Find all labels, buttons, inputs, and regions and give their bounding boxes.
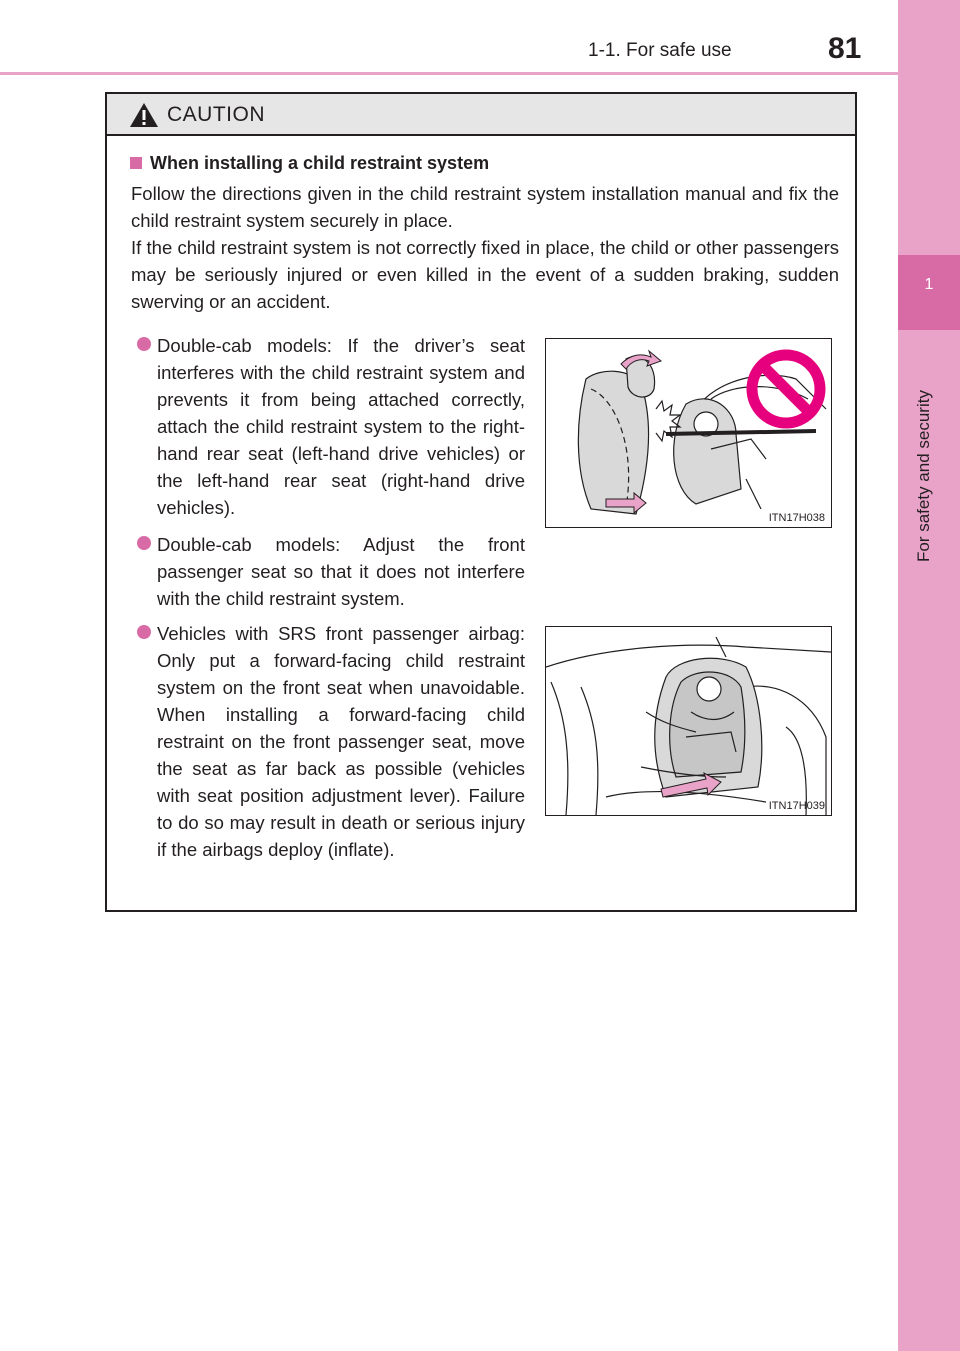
bullet-text: Double-cab models: If the driver’s seat interferes with the child restraint system and prevents it from being attached correctly, attach the child restraint system to the right-hand rear seat (left-hand drive vehicles) or the left-hand rear seat (right-hand drive vehicles). xyxy=(157,335,525,518)
bullet-dot-icon xyxy=(137,625,151,639)
section-heading-text: When installing a child restraint system xyxy=(150,153,490,173)
figure-seat-interference xyxy=(545,338,832,528)
bullet-item xyxy=(137,531,525,612)
figure-code: ITN17H038 xyxy=(768,512,825,524)
bullet-dot-icon xyxy=(137,536,151,550)
paragraph-instructions: Follow the directions given in the child restraint system installation manual and fix the child restraint system securely in place. xyxy=(131,183,839,231)
bullet-text: Vehicles with SRS front passenger airbag: Only put a forward-facing child restraint system on the front seat when unavoidable. When installing a forward-facing child restraint on the front passenger seat, move the seat as far back as possible (vehicles with seat position adjustment lever). Failure to do so may result in death or serious injury if the airbags deploy (inflate). xyxy=(157,623,525,860)
caution-title: CAUTION xyxy=(167,103,265,126)
bullet-item xyxy=(137,620,525,863)
bullet-text: Double-cab models: Adjust the front passenger seat so that it does not interfere with the child restraint system. xyxy=(157,534,525,609)
page-number: 81 xyxy=(828,32,862,65)
square-bullet-icon xyxy=(130,157,142,169)
figure-code: ITN17H039 xyxy=(768,800,825,812)
figure-front-seat-installation xyxy=(545,626,832,816)
section-title: For safety and security xyxy=(914,390,933,562)
bullet-item xyxy=(137,332,525,521)
running-head: 1-1. For safe use xyxy=(588,40,732,61)
chapter-side-tab xyxy=(898,0,960,1351)
chapter-number: 1 xyxy=(924,276,934,293)
bullet-dot-icon xyxy=(137,337,151,351)
header-rule xyxy=(0,72,898,75)
illustration-seat-interference xyxy=(546,339,831,527)
section-heading xyxy=(130,153,489,174)
illustration-front-seat-installation xyxy=(546,627,831,815)
warning-icon xyxy=(129,102,159,128)
paragraph-warning: If the child restraint system is not correctly fixed in place, the child or other passengers may be seriously injured or even killed in the event of a sudden braking, sudden swerving or an accident. xyxy=(131,237,839,312)
caution-header xyxy=(107,94,855,136)
caution-box xyxy=(105,92,857,912)
